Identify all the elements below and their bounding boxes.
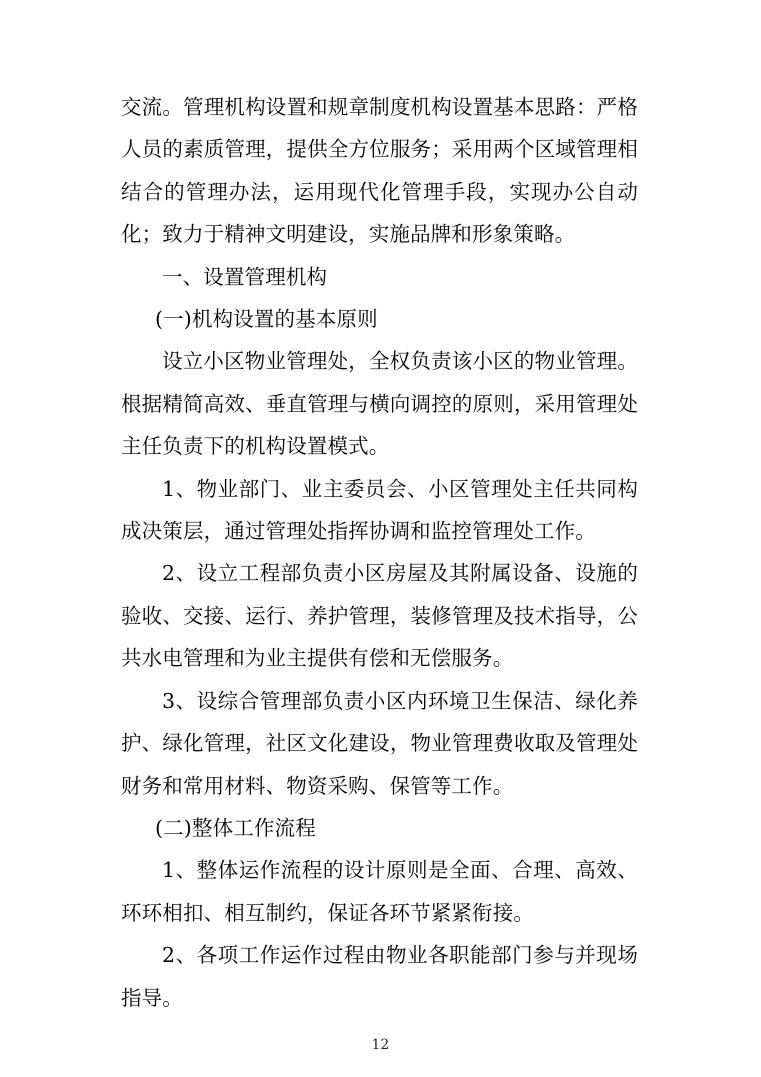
paragraph-flow-2: 2、各项工作运作过程由物业各职能部门参与并现场指导。 <box>121 943 638 1010</box>
paragraph-principle-body: 设立小区物业管理处，全权负责该小区的物业管理。根据精简高效、垂直管理与横向调控的原则，采用管理处主任负责下的机构设置模式。 <box>121 349 638 459</box>
paragraph-intro-continuation: 交流。管理机构设置和规章制度机构设置基本思路：严格人员的素质管理，提供全方位服务；采用两个区域管理相结合的管理办法，运用现代化管理手段，实现办公自动化；致力于精神文明建设，实施品牌和形象策略。 <box>121 95 638 247</box>
subsection-heading-two: (二)整体工作流程 <box>155 815 316 840</box>
paragraph-item-3: 3、设综合管理部负责小区内环境卫生保洁、绿化养护、绿化管理，社区文化建设，物业管理费收取及管理处财务和常用材料、物资采购、保管等工作。 <box>121 688 638 798</box>
paragraph-item-2: 2、设立工程部负责小区房屋及其附属设备、设施的验收、交接、运行、养护管理，装修管理及技术指导，公共水电管理和为业主提供有偿和无偿服务。 <box>121 561 638 671</box>
paragraph-item-1: 1、物业部门、业主委员会、小区管理处主任共同构成决策层，通过管理处指挥协调和监控管理处工作。 <box>121 476 638 544</box>
paragraph-flow-1: 1、整体运作流程的设计原则是全面、合理、高效、环环相扣、相互制约，保证各环节紧紧衔接。 <box>121 858 638 925</box>
page-number-footer: 12 <box>371 1037 390 1053</box>
subsection-heading-one: (一)机构设置的基本原则 <box>155 307 378 332</box>
section-heading-one: 一、设置管理机构 <box>162 264 328 289</box>
document-text-body <box>121 86 638 1019</box>
